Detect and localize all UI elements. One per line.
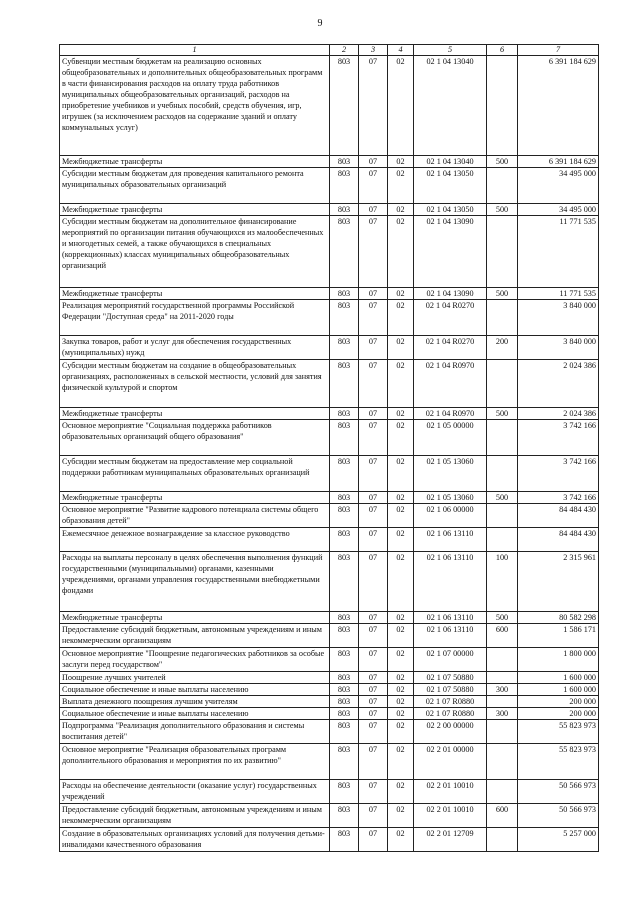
row-description: Подпрограмма "Реализация дополнительного образования и системы воспитания детей"	[60, 720, 330, 744]
row-ministry-code: 803	[330, 828, 359, 852]
row-ministry-code: 803	[330, 528, 359, 552]
column-header: 1	[60, 45, 330, 56]
table-row	[60, 336, 599, 360]
row-expense-type	[487, 360, 518, 408]
row-subsection-code: 02	[388, 336, 414, 360]
row-ministry-code: 803	[330, 56, 359, 156]
row-section-code: 07	[359, 744, 388, 780]
row-description: Субсидии местным бюджетам для проведения капитального ремонта муниципальных образовательных организаций	[60, 168, 330, 204]
row-ministry-code: 803	[330, 336, 359, 360]
row-amount: 1 600 000	[518, 684, 599, 696]
row-expense-type	[487, 696, 518, 708]
table-row	[60, 744, 599, 780]
row-amount: 3 742 166	[518, 420, 599, 456]
row-expense-type	[487, 216, 518, 288]
table-row	[60, 684, 599, 696]
row-target-article: 02 1 07 R0880	[414, 708, 487, 720]
row-ministry-code: 803	[330, 492, 359, 504]
row-expense-type	[487, 420, 518, 456]
row-description: Субсидии местным бюджетам на предоставление мер социальной поддержки работникам муниципальных образовательных организаций	[60, 456, 330, 492]
row-expense-type: 500	[487, 492, 518, 504]
budget-table	[59, 44, 599, 852]
row-expense-type	[487, 672, 518, 684]
row-subsection-code: 02	[388, 804, 414, 828]
row-amount: 80 582 298	[518, 612, 599, 624]
row-amount: 50 566 973	[518, 780, 599, 804]
row-subsection-code: 02	[388, 288, 414, 300]
table-row	[60, 56, 599, 156]
row-expense-type: 600	[487, 804, 518, 828]
row-subsection-code: 02	[388, 708, 414, 720]
row-section-code: 07	[359, 528, 388, 552]
row-description: Реализация мероприятий государственной программы Российской Федерации "Доступная среда" на 2011-2020 годы	[60, 300, 330, 336]
row-subsection-code: 02	[388, 56, 414, 156]
table-row	[60, 288, 599, 300]
row-amount: 55 823 973	[518, 720, 599, 744]
row-subsection-code: 02	[388, 552, 414, 612]
row-target-article: 02 1 07 50880	[414, 672, 487, 684]
row-amount: 34 495 000	[518, 168, 599, 204]
row-description: Создание в образовательных организациях условий для получения детьми-инвалидами качественного образования	[60, 828, 330, 852]
row-subsection-code: 02	[388, 456, 414, 492]
row-target-article: 02 1 05 00000	[414, 420, 487, 456]
row-expense-type: 300	[487, 708, 518, 720]
row-ministry-code: 803	[330, 168, 359, 204]
row-description: Субвенции местным бюджетам на реализацию основных общеобразовательных и дополнительных общеобразовательных программ в части финансирования расходов на оплату труда работников муниципальных общеобразовательных организаций, расходов на приобретение учебников и учебных пособий, средств обучения, игр, игрушек (за исключением расходов на содержание зданий и оплату коммунальных услуг)	[60, 56, 330, 156]
row-target-article: 02 1 05 13060	[414, 492, 487, 504]
row-ministry-code: 803	[330, 456, 359, 492]
row-section-code: 07	[359, 648, 388, 672]
row-section-code: 07	[359, 708, 388, 720]
row-section-code: 07	[359, 420, 388, 456]
row-subsection-code: 02	[388, 624, 414, 648]
table-row	[60, 456, 599, 492]
row-ministry-code: 803	[330, 408, 359, 420]
row-ministry-code: 803	[330, 204, 359, 216]
row-amount: 3 840 000	[518, 336, 599, 360]
row-section-code: 07	[359, 624, 388, 648]
table-row	[60, 360, 599, 408]
row-target-article: 02 1 04 13090	[414, 216, 487, 288]
row-target-article: 02 1 04 13090	[414, 288, 487, 300]
row-target-article: 02 1 04 R0970	[414, 360, 487, 408]
column-header: 2	[330, 45, 359, 56]
table-row	[60, 612, 599, 624]
row-description: Расходы на обеспечение деятельности (оказание услуг) государственных учреждений	[60, 780, 330, 804]
row-target-article: 02 1 04 13050	[414, 168, 487, 204]
row-section-code: 07	[359, 828, 388, 852]
row-target-article: 02 1 07 50880	[414, 684, 487, 696]
row-subsection-code: 02	[388, 156, 414, 168]
row-ministry-code: 803	[330, 156, 359, 168]
row-amount: 1 586 171	[518, 624, 599, 648]
table-row	[60, 828, 599, 852]
row-amount: 11 771 535	[518, 216, 599, 288]
row-amount: 1 600 000	[518, 672, 599, 684]
row-description: Субсидии местным бюджетам на дополнительное финансирование мероприятий по организации питания обучающихся из малообеспеченных и многодетных семей, а также обучающихся в специальных (коррекционных) классах муниципальных общеобразовательных организаций	[60, 216, 330, 288]
row-subsection-code: 02	[388, 360, 414, 408]
table-row	[60, 552, 599, 612]
table-row	[60, 624, 599, 648]
row-amount: 34 495 000	[518, 204, 599, 216]
row-subsection-code: 02	[388, 780, 414, 804]
row-target-article: 02 1 06 13110	[414, 552, 487, 612]
row-section-code: 07	[359, 288, 388, 300]
table-row	[60, 804, 599, 828]
table-row	[60, 672, 599, 684]
row-section-code: 07	[359, 360, 388, 408]
row-amount: 200 000	[518, 696, 599, 708]
row-ministry-code: 803	[330, 648, 359, 672]
table-row	[60, 300, 599, 336]
row-description: Межбюджетные трансферты	[60, 156, 330, 168]
row-subsection-code: 02	[388, 408, 414, 420]
row-description: Субсидии местным бюджетам на создание в общеобразовательных организациях, расположенных в сельской местности, условий для занятия физической культурой и спортом	[60, 360, 330, 408]
row-target-article: 02 1 06 13110	[414, 612, 487, 624]
row-ministry-code: 803	[330, 696, 359, 708]
row-target-article: 02 1 04 13040	[414, 56, 487, 156]
row-section-code: 07	[359, 300, 388, 336]
row-amount: 84 484 430	[518, 528, 599, 552]
table-row	[60, 528, 599, 552]
row-subsection-code: 02	[388, 492, 414, 504]
table-body	[60, 56, 599, 852]
row-amount: 6 391 184 629	[518, 56, 599, 156]
row-target-article: 02 1 06 00000	[414, 504, 487, 528]
row-ministry-code: 803	[330, 360, 359, 408]
table-row	[60, 168, 599, 204]
row-amount: 3 742 166	[518, 456, 599, 492]
row-target-article: 02 1 04 13050	[414, 204, 487, 216]
row-description: Межбюджетные трансферты	[60, 288, 330, 300]
row-amount: 200 000	[518, 708, 599, 720]
row-subsection-code: 02	[388, 612, 414, 624]
table-row	[60, 780, 599, 804]
row-amount: 2 024 386	[518, 408, 599, 420]
row-description: Предоставление субсидий бюджетным, автономным учреждениям и иным некоммерческим организациям	[60, 804, 330, 828]
row-description: Межбюджетные трансферты	[60, 492, 330, 504]
row-section-code: 07	[359, 612, 388, 624]
row-ministry-code: 803	[330, 684, 359, 696]
table-row	[60, 156, 599, 168]
row-target-article: 02 1 05 13060	[414, 456, 487, 492]
row-ministry-code: 803	[330, 216, 359, 288]
row-expense-type	[487, 168, 518, 204]
row-target-article: 02 1 04 R0970	[414, 408, 487, 420]
row-subsection-code: 02	[388, 300, 414, 336]
row-description: Предоставление субсидий бюджетным, автономным учреждениям и иным некоммерческим организациям	[60, 624, 330, 648]
row-ministry-code: 803	[330, 552, 359, 612]
row-subsection-code: 02	[388, 696, 414, 708]
row-ministry-code: 803	[330, 780, 359, 804]
row-expense-type: 300	[487, 684, 518, 696]
row-expense-type	[487, 744, 518, 780]
row-subsection-code: 02	[388, 204, 414, 216]
row-target-article: 02 1 04 R0270	[414, 336, 487, 360]
row-target-article: 02 1 04 R0270	[414, 300, 487, 336]
row-subsection-code: 02	[388, 672, 414, 684]
row-expense-type	[487, 56, 518, 156]
row-subsection-code: 02	[388, 168, 414, 204]
row-description: Межбюджетные трансферты	[60, 612, 330, 624]
table-row	[60, 648, 599, 672]
row-expense-type: 500	[487, 288, 518, 300]
row-expense-type	[487, 300, 518, 336]
row-section-code: 07	[359, 672, 388, 684]
row-amount: 50 566 973	[518, 804, 599, 828]
row-description: Межбюджетные трансферты	[60, 204, 330, 216]
row-expense-type	[487, 528, 518, 552]
row-expense-type	[487, 456, 518, 492]
row-expense-type	[487, 720, 518, 744]
header-row	[60, 45, 599, 56]
row-amount: 5 257 000	[518, 828, 599, 852]
row-description: Межбюджетные трансферты	[60, 408, 330, 420]
row-subsection-code: 02	[388, 720, 414, 744]
row-section-code: 07	[359, 204, 388, 216]
row-section-code: 07	[359, 216, 388, 288]
row-amount: 3 840 000	[518, 300, 599, 336]
row-description: Закупка товаров, работ и услуг для обеспечения государственных (муниципальных) нужд	[60, 336, 330, 360]
row-expense-type	[487, 504, 518, 528]
row-section-code: 07	[359, 336, 388, 360]
row-amount: 2 024 386	[518, 360, 599, 408]
row-description: Социальное обеспечение и иные выплаты населению	[60, 708, 330, 720]
row-expense-type: 500	[487, 408, 518, 420]
row-section-code: 07	[359, 780, 388, 804]
row-target-article: 02 1 07 R0880	[414, 696, 487, 708]
row-amount: 84 484 430	[518, 504, 599, 528]
row-description: Основное мероприятие "Социальная поддержка работников образовательных организаций общего образования"	[60, 420, 330, 456]
row-expense-type	[487, 780, 518, 804]
row-ministry-code: 803	[330, 672, 359, 684]
table-row	[60, 408, 599, 420]
table-row	[60, 504, 599, 528]
row-section-code: 07	[359, 804, 388, 828]
table-row	[60, 204, 599, 216]
row-expense-type: 100	[487, 552, 518, 612]
row-section-code: 07	[359, 684, 388, 696]
row-expense-type: 500	[487, 612, 518, 624]
row-ministry-code: 803	[330, 744, 359, 780]
page-number: 9	[317, 18, 323, 29]
row-subsection-code: 02	[388, 744, 414, 780]
row-section-code: 07	[359, 156, 388, 168]
row-target-article: 02 2 01 10010	[414, 780, 487, 804]
row-target-article: 02 2 00 00000	[414, 720, 487, 744]
column-header: 7	[518, 45, 599, 56]
row-subsection-code: 02	[388, 216, 414, 288]
row-amount: 1 800 000	[518, 648, 599, 672]
row-description: Поощрение лучших учителей	[60, 672, 330, 684]
row-expense-type: 200	[487, 336, 518, 360]
row-target-article: 02 2 01 12709	[414, 828, 487, 852]
row-expense-type: 500	[487, 204, 518, 216]
row-subsection-code: 02	[388, 528, 414, 552]
table-row	[60, 420, 599, 456]
row-target-article: 02 2 01 10010	[414, 804, 487, 828]
table-row	[60, 216, 599, 288]
row-amount: 2 315 961	[518, 552, 599, 612]
row-ministry-code: 803	[330, 804, 359, 828]
row-ministry-code: 803	[330, 708, 359, 720]
row-expense-type	[487, 828, 518, 852]
column-header: 6	[487, 45, 518, 56]
row-subsection-code: 02	[388, 504, 414, 528]
row-subsection-code: 02	[388, 420, 414, 456]
row-section-code: 07	[359, 720, 388, 744]
row-target-article: 02 2 01 00000	[414, 744, 487, 780]
row-section-code: 07	[359, 56, 388, 156]
row-target-article: 02 1 04 13040	[414, 156, 487, 168]
row-subsection-code: 02	[388, 648, 414, 672]
row-target-article: 02 1 06 13110	[414, 528, 487, 552]
row-description: Ежемесячное денежное вознаграждение за классное руководство	[60, 528, 330, 552]
row-ministry-code: 803	[330, 288, 359, 300]
table-row	[60, 708, 599, 720]
row-amount: 3 742 166	[518, 492, 599, 504]
row-expense-type: 600	[487, 624, 518, 648]
column-header: 4	[388, 45, 414, 56]
row-target-article: 02 1 07 00000	[414, 648, 487, 672]
row-description: Основное мероприятие "Реализация образовательных программ дополнительного образования и мероприятия по их развитию"	[60, 744, 330, 780]
row-subsection-code: 02	[388, 684, 414, 696]
row-ministry-code: 803	[330, 420, 359, 456]
row-section-code: 07	[359, 504, 388, 528]
row-ministry-code: 803	[330, 624, 359, 648]
row-amount: 55 823 973	[518, 744, 599, 780]
row-ministry-code: 803	[330, 720, 359, 744]
row-expense-type	[487, 648, 518, 672]
row-amount: 11 771 535	[518, 288, 599, 300]
table-row	[60, 696, 599, 708]
column-header: 5	[414, 45, 487, 56]
row-subsection-code: 02	[388, 828, 414, 852]
row-section-code: 07	[359, 408, 388, 420]
table-row	[60, 492, 599, 504]
row-ministry-code: 803	[330, 612, 359, 624]
row-description: Социальное обеспечение и иные выплаты населению	[60, 684, 330, 696]
row-description: Выплата денежного поощрения лучшим учителям	[60, 696, 330, 708]
row-ministry-code: 803	[330, 300, 359, 336]
row-description: Основное мероприятие "Развитие кадрового потенциала системы общего образования детей"	[60, 504, 330, 528]
row-section-code: 07	[359, 492, 388, 504]
row-section-code: 07	[359, 456, 388, 492]
column-header: 3	[359, 45, 388, 56]
row-expense-type: 500	[487, 156, 518, 168]
row-ministry-code: 803	[330, 504, 359, 528]
row-section-code: 07	[359, 696, 388, 708]
row-section-code: 07	[359, 552, 388, 612]
row-amount: 6 391 184 629	[518, 156, 599, 168]
row-description: Расходы на выплаты персоналу в целях обеспечения выполнения функций государственными (муниципальными) органами, казенными учреждениями, органами управления государственными внебюджетными фондами	[60, 552, 330, 612]
row-description: Основное мероприятие "Поощрение педагогических работников за особые заслуги перед государством"	[60, 648, 330, 672]
row-section-code: 07	[359, 168, 388, 204]
row-target-article: 02 1 06 13110	[414, 624, 487, 648]
table-row	[60, 720, 599, 744]
